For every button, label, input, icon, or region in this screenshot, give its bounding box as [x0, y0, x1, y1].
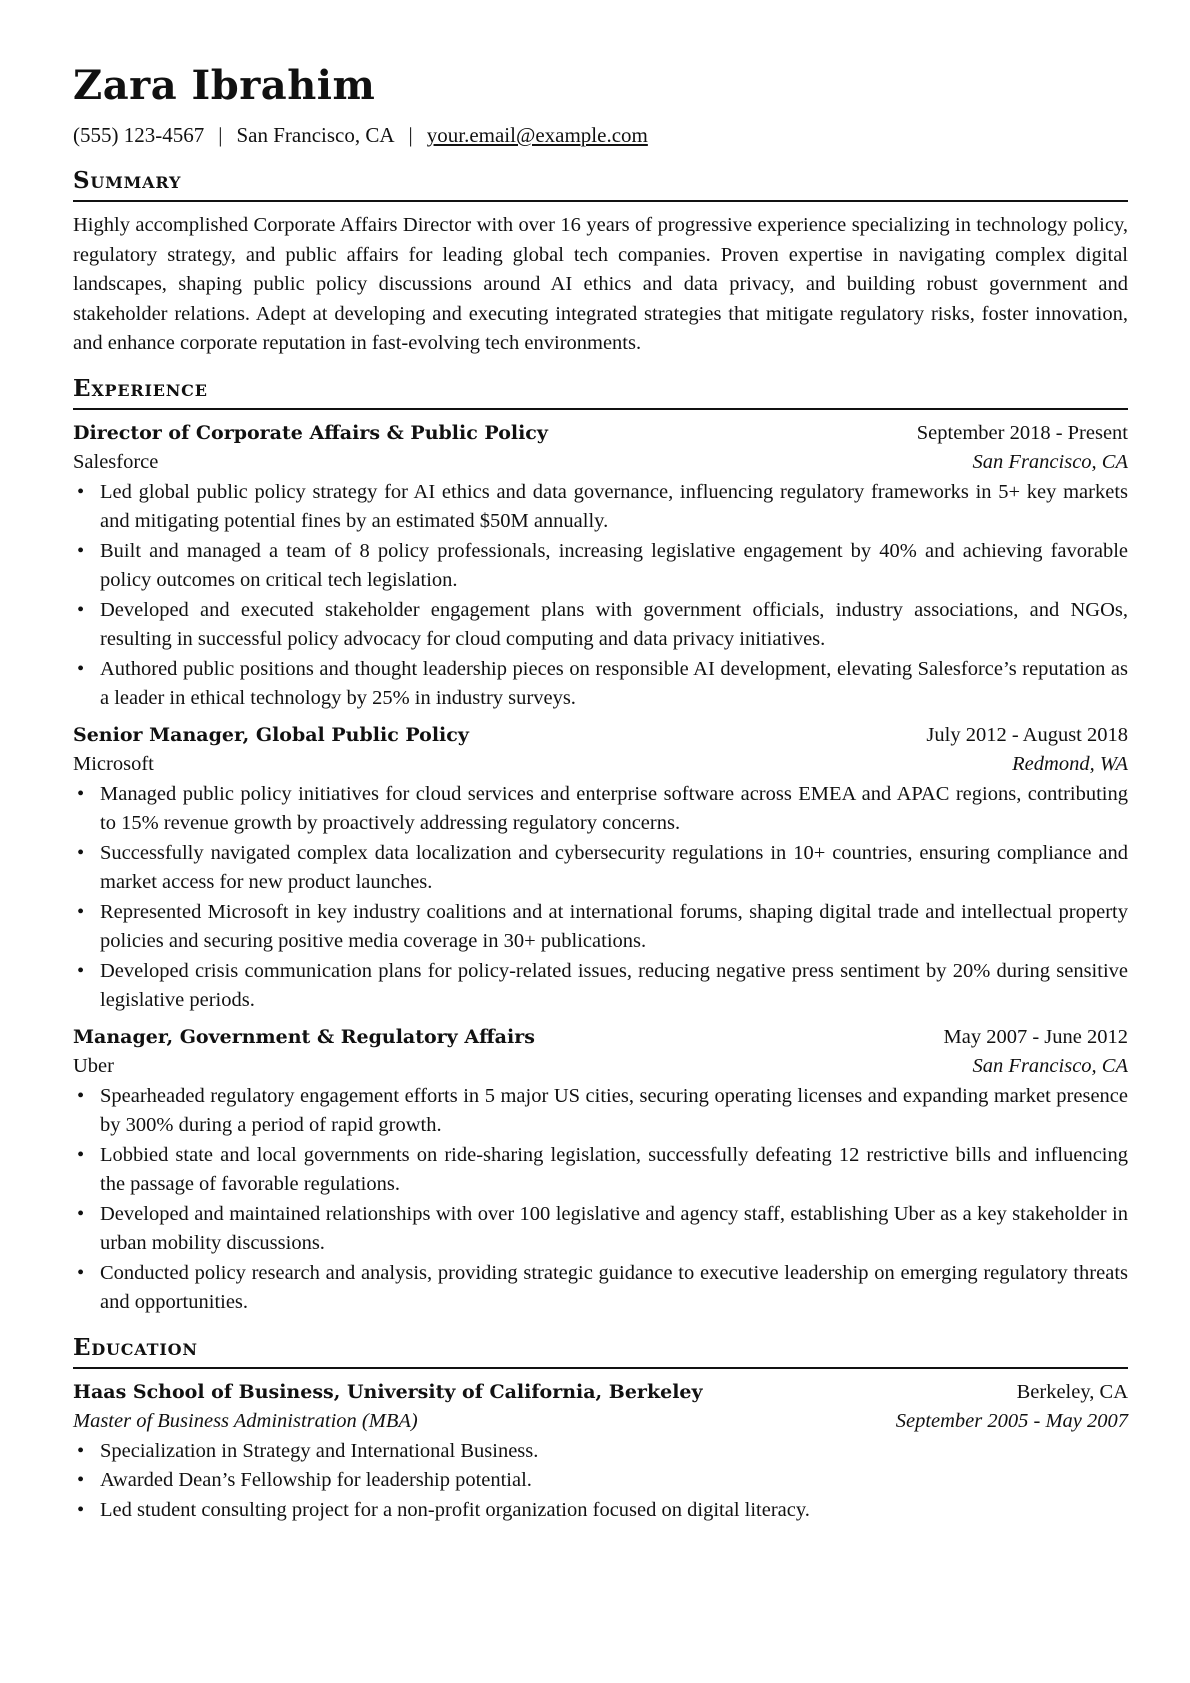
job-entry — [73, 721, 1128, 1016]
job-location: San Francisco, CA — [972, 451, 1128, 473]
list-item: • Developed and executed stakeholder engagement plans with government officials, industry associations, and NGOs, resulting in successful policy advocacy for cloud computing and data privacy initiatives. — [73, 596, 1128, 655]
section-title-education: Education — [73, 1334, 1128, 1369]
list-item: • Represented Microsoft in key industry coalitions and at international forums, shaping digital trade and intellectual property policies and securing positive media coverage in 30+ publications. — [73, 898, 1128, 957]
contact-separator: | — [408, 123, 413, 147]
job-bullets — [73, 478, 1128, 714]
resume-header — [73, 62, 1128, 148]
phone-number: (555) 123-4567 — [73, 123, 205, 147]
job-title-row — [73, 1023, 1128, 1053]
job-bullets — [73, 780, 1128, 1016]
list-item: • Authored public positions and thought leadership pieces on responsible AI development, elevating Salesforce’s reputation as a leader in ethical technology by 25% in industry surveys. — [73, 655, 1128, 714]
summary-section — [73, 167, 1128, 359]
contact-separator: | — [218, 123, 223, 147]
job-location: San Francisco, CA — [972, 1055, 1128, 1077]
list-item: • Specialization in Strategy and International Business. — [73, 1437, 1128, 1467]
candidate-name: Zara Ibrahim — [73, 62, 376, 109]
section-title-experience: Experience — [73, 375, 1128, 410]
list-item: • Managed public policy initiatives for cloud services and enterprise software across EMEA and APAC regions, contributing to 15% revenue growth by proactively addressing regulatory concerns. — [73, 780, 1128, 839]
section-title-summary: Summary — [73, 167, 1128, 202]
contact-line — [73, 122, 1128, 148]
contact-location: San Francisco, CA — [236, 123, 395, 147]
list-item: • Spearheaded regulatory engagement efforts in 5 major US cities, securing operating licenses and expanding market presence by 300% during a period of rapid growth. — [73, 1082, 1128, 1141]
job-company-row — [73, 750, 1128, 780]
email-link[interactable]: your.email@example.com — [426, 123, 648, 147]
list-item: • Awarded Dean’s Fellowship for leadership potential. — [73, 1466, 1128, 1496]
experience-section — [73, 375, 1128, 1318]
education-section — [73, 1334, 1128, 1526]
job-title: Senior Manager, Global Public Policy — [73, 723, 469, 746]
degree-row — [73, 1407, 1128, 1437]
job-company: Microsoft — [73, 753, 154, 775]
list-item: • Built and managed a team of 8 policy professionals, increasing legislative engagement by 40% and achieving favorable policy outcomes on critical tech legislation. — [73, 537, 1128, 596]
job-title-row — [73, 419, 1128, 449]
degree-name: Master of Business Administration (MBA) — [73, 1410, 418, 1432]
job-company-row — [73, 448, 1128, 478]
list-item: • Developed crisis communication plans for policy-related issues, reducing negative press sentiment by 20% during sensitive legislative periods. — [73, 957, 1128, 1016]
job-location: Redmond, WA — [1012, 753, 1128, 775]
school-location: Berkeley, CA — [1016, 1380, 1128, 1403]
job-title-row — [73, 721, 1128, 751]
education-bullets — [73, 1437, 1128, 1526]
list-item: • Lobbied state and local governments on ride-sharing legislation, successfully defeating 12 restrictive bills and influencing the passage of favorable regulations. — [73, 1141, 1128, 1200]
job-bullets — [73, 1082, 1128, 1318]
job-company: Uber — [73, 1055, 114, 1077]
job-dates: May 2007 - June 2012 — [943, 1025, 1128, 1048]
list-item: • Developed and maintained relationships with over 100 legislative and agency staff, establishing Uber as a key stakeholder in urban mobility discussions. — [73, 1200, 1128, 1259]
job-title: Manager, Government & Regulatory Affairs — [73, 1025, 535, 1048]
job-company-row — [73, 1052, 1128, 1082]
job-entry — [73, 1023, 1128, 1318]
school-name: Haas School of Business, University of California, Berkeley — [73, 1380, 703, 1403]
education-entry — [73, 1378, 1128, 1526]
list-item: • Led global public policy strategy for AI ethics and data governance, influencing regulatory frameworks in 5+ key markets and mitigating potential fines by an estimated $50M annually. — [73, 478, 1128, 537]
job-entry — [73, 419, 1128, 714]
job-company: Salesforce — [73, 451, 159, 473]
list-item: • Conducted policy research and analysis, providing strategic guidance to executive leadership on emerging regulatory threats and opportunities. — [73, 1259, 1128, 1318]
summary-text: Highly accomplished Corporate Affairs Director with over 16 years of progressive experience specializing in technology policy, regulatory strategy, and public affairs for leading global tech companies. Proven expertise in navigating complex digital landscapes, shaping public policy discussions around AI ethics and data privacy, and building robust government and stakeholder relations. Adept at developing and executing integrated strategies that mitigate regulatory risks, foster innovation, and enhance corporate reputation in fast-evolving tech environments. — [73, 214, 1128, 354]
list-item: • Led student consulting project for a non-profit organization focused on digital literacy. — [73, 1496, 1128, 1526]
job-dates: July 2012 - August 2018 — [926, 723, 1128, 746]
job-title: Director of Corporate Affairs & Public Policy — [73, 421, 548, 444]
school-row — [73, 1378, 1128, 1408]
list-item: • Successfully navigated complex data localization and cybersecurity regulations in 10+ countries, ensuring compliance and market access for new product launches. — [73, 839, 1128, 898]
degree-dates: September 2005 - May 2007 — [895, 1410, 1128, 1432]
job-dates: September 2018 - Present — [916, 421, 1128, 444]
